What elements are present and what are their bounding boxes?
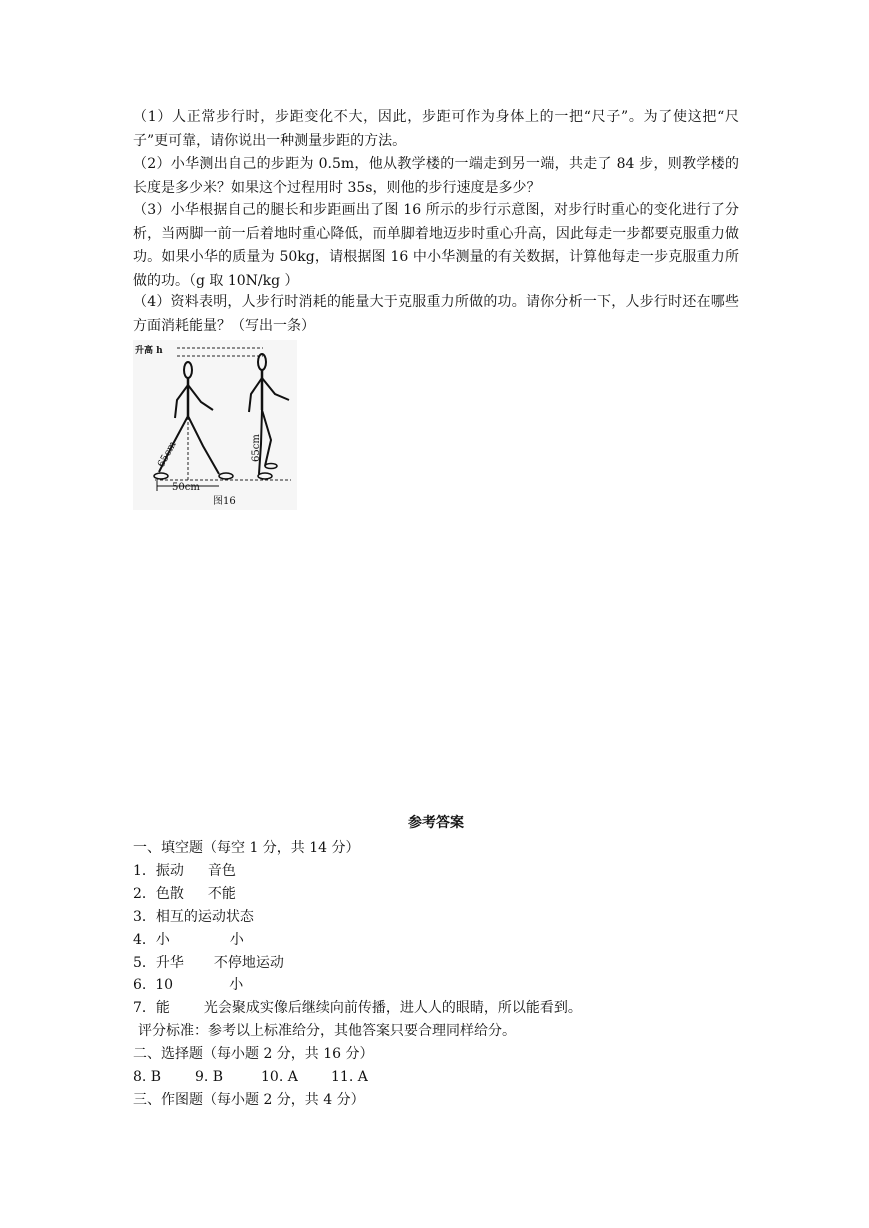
choice-answer: 9. B: [195, 1069, 224, 1086]
answer-section: [133, 812, 739, 1112]
section-3-heading: 三、作图题（每小题 2 分，共 4 分）: [133, 1091, 365, 1108]
figure-caption: 图16: [213, 496, 236, 507]
choice-answer: 8. B: [133, 1069, 162, 1086]
answers-title: 参考答案: [408, 815, 464, 831]
question-3: （3）小华根据自己的腿长和步距画出了图 16 所示的步行示意图，对步行时重心的变化进行了分析，当两脚一前一后着地时重心降低，而单脚着地迈步时重心升高，因此每走一步都要克服重力做功。如果小华的质量为 50kg，请根据图 16 中小华测量的有关数据，计算他每走一步克服重力所做的功。（g 取 10N/kg ）: [133, 202, 739, 289]
step-length-label: 50cm: [172, 482, 200, 493]
rise-label: 升高 h: [135, 346, 163, 356]
answer-item-2: 2．色散 不能: [133, 885, 236, 902]
answer-item-5: 5．升华 不停地运动: [133, 954, 284, 971]
answer-item-6: 6. 10 小: [133, 977, 244, 994]
section-1-heading: 一、填空题（每空 1 分，共 14 分）: [133, 840, 360, 856]
choice-answer: 11. A: [331, 1069, 368, 1086]
leg-length-right-label: 65cm: [251, 434, 262, 462]
scoring-note: 评分标准：参考以上标准给分，其他答案只要合理同样给分。: [138, 1023, 516, 1040]
choice-answers: [133, 1066, 739, 1089]
answer-item-3: 3．相互的运动状态: [133, 908, 254, 925]
section-2-heading: 二、选择题（每小题 2 分，共 16 分）: [133, 1046, 374, 1063]
answer-item-1: 1．振动 音色: [133, 862, 236, 879]
leg-length-left-label: 65cm: [155, 439, 179, 470]
question-2: （2）小华测出自己的步距为 0.5m，他从教学楼的一端走到另一端，共走了 84 步，则教学楼的长度是多少米？如果这个过程用时 35s，则他的步行速度是多少？: [133, 156, 739, 196]
walking-diagram: [133, 340, 297, 510]
answer-item-7: 7．能 光会聚成实像后继续向前传播，进人人的眼睛，所以能看到。: [133, 1000, 582, 1017]
question-1: （1）人正常步行时，步距变化不大，因此，步距可作为身体上的一把“尺子”。为了使这把“尺子”更可靠，请你说出一种测量步距的方法。: [133, 109, 739, 149]
question-4: （4）资料表明，人步行时消耗的能量大于克服重力所做的功。请你分析一下，人步行时还在哪些方面消耗能量？（写出一条）: [133, 294, 739, 334]
answer-item-4: 4．小 小: [133, 931, 244, 948]
choice-answer: 10. A: [261, 1069, 298, 1086]
